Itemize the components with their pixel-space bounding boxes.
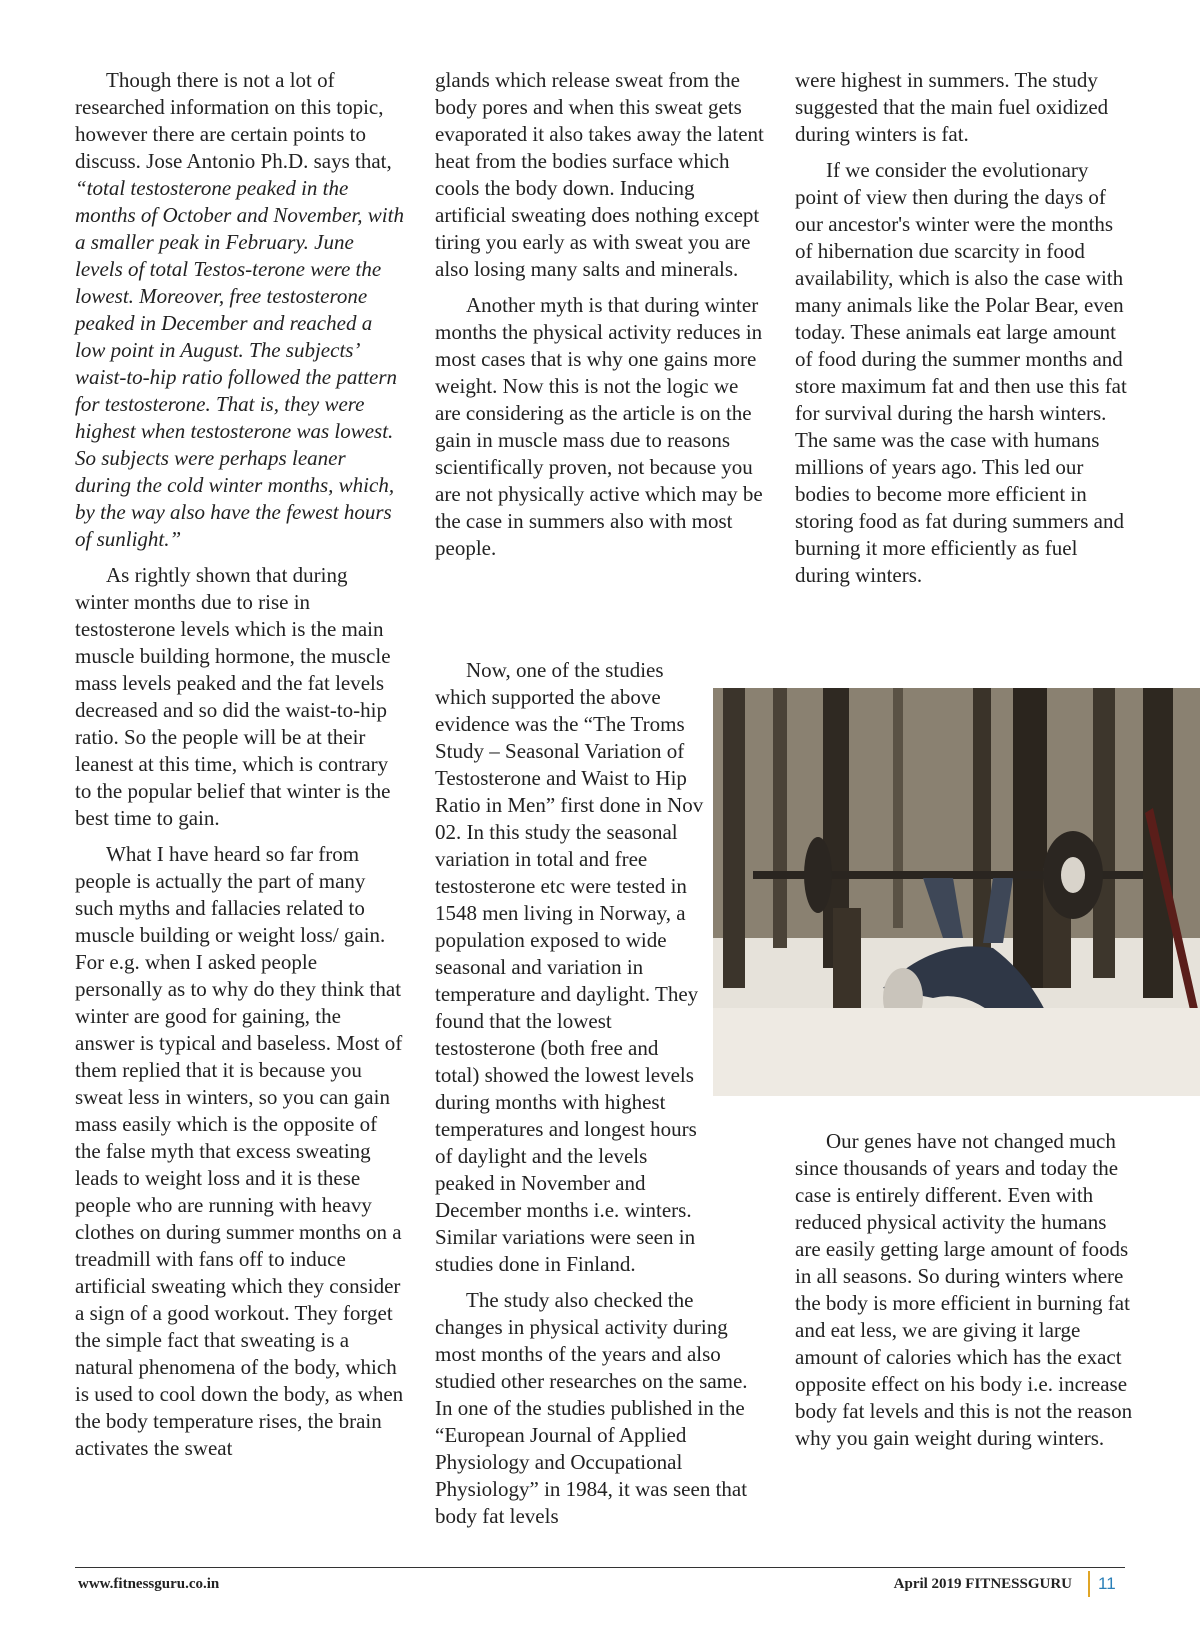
photo-illustration — [713, 688, 1200, 1096]
snow-bench-press-photo — [713, 688, 1200, 1096]
paragraph: The study also checked the changes in physical activity during most months of the years and also studied other researches on the same. In one of the studies published in the “European Journal of Applied Physiology and Occupational Physiology” in 1984, it was seen that body fat levels — [435, 1288, 748, 1528]
article-column-3-lower — [795, 1128, 1135, 1452]
paragraph: Now, one of the studies which supported the above evidence was the “The Troms Study – Seasonal Variation of Testosterone and Waist to Hip Ratio in Men” first done in Nov 02. In this study the seasonal variation in total and free testosterone etc were tested in 1548 men living in Norway, a population exposed to wide seasonal and variation in temperature and daylight. They found that the lowest testosterone (both free and total) showed the lowest levels during months with highest temperatures and longest hours of daylight and the levels peaked in November and December months i.e. winters. Similar variations were seen in studies done in Finland. — [435, 658, 704, 1276]
paragraph: glands which release sweat from the body pores and when this sweat gets evaporated it also takes away the latent heat from the bodies surface which cools the body down. Inducing artificial sweating does nothing except tiring you early as with sweat you are also losing many salts and minerals. — [435, 68, 764, 281]
paragraph: Our genes have not changed much since thousands of years and today the case is entirely different. Even with reduced physical activity the humans are easily getting large amount of foods in all seasons. So during winters where the body is more efficient in burning fat and eat less, we are giving it large amount of calories which has the exact opposite effect on his body i.e. increase body fat levels and this is not the reason why you gain weight during winters. — [795, 1129, 1133, 1450]
quote-text: “total testosterone peaked in the months of October and November, with a smaller peak in February. June levels of total Testos-terone were the lowest. Moreover, free testosterone peaked in December and reached a low point in August. The subjects’ waist-to-hip ratio followed the pattern for testosterone. That is, they were highest when testosterone was lowest. So subjects were perhaps leaner during the cold winter months, which, by the way also have the fewest hours of sunlight.” — [75, 176, 404, 551]
footer-issue: April 2019 FITNESSGURU — [893, 1576, 1072, 1592]
paragraph: What I have heard so far from people is actually the part of many such myths and fallacies related to muscle building or weight loss/ gain. For e.g. when I asked people personally as to why do they think that winter are good for gaining, the answer is typical and baseless. Most of them replied that it is because you sweat less in winters, so you can gain mass easily which is the opposite of the false myth that excess sweating leads to weight loss and it is these people who are running with heavy clothes on during summer months on a treadmill with fans off to induce artificial sweating which they consider a sign of a good workout. They forget the simple fact that sweating is a natural phenomena of the body, which is used to cool down the body, as when the body temperature rises, the brain activates the sweat — [75, 842, 404, 1460]
paragraph — [75, 67, 405, 553]
footer-separator — [1088, 1571, 1090, 1597]
page-number: 11 — [1098, 1574, 1116, 1593]
article-column-1 — [75, 67, 405, 1471]
paragraph: If we consider the evolutionary point of view then during the days of our ancestor's winter were the months of hibernation due scarcity in food availability, which is also the case with many animals like the Polar Bear, even today. These animals eat large amount of food during the summer months and store maximum fat and then use this fat for survival during the harsh winters. The same was the case with humans millions of years ago. This led our bodies to become more efficient in storing food as fat during summers and burning it more efficiently as fuel during winters. — [795, 158, 1127, 587]
footer-website: www.fitnessguru.co.in — [78, 1576, 220, 1592]
paragraph: were highest in summers. The study suggested that the main fuel oxidized during winters is fat. — [795, 68, 1109, 146]
paragraph-text: Though there is not a lot of researched information on this topic, however there are certain points to discuss. Jose Antonio Ph.D. says that, — [75, 68, 392, 173]
article-column-3 — [795, 67, 1135, 598]
article-column-2 — [435, 67, 765, 571]
paragraph: As rightly shown that during winter months due to rise in testosterone levels which is the main muscle building hormone, the muscle mass levels peaked and the fat levels decreased and so did the waist-to-hip ratio. So the people will be at their leanest at this time, which is contrary to the popular belief that winter is the best time to gain. — [75, 563, 391, 830]
paragraph: Another myth is that during winter months the physical activity reduces in most cases that is why one gains more weight. Now this is not the logic we are considering as the article is on the gain in muscle mass due to reasons scientifically proven, not because you are not physically active which may be the case in summers also with most people. — [435, 293, 763, 560]
footer-divider — [75, 1567, 1125, 1568]
